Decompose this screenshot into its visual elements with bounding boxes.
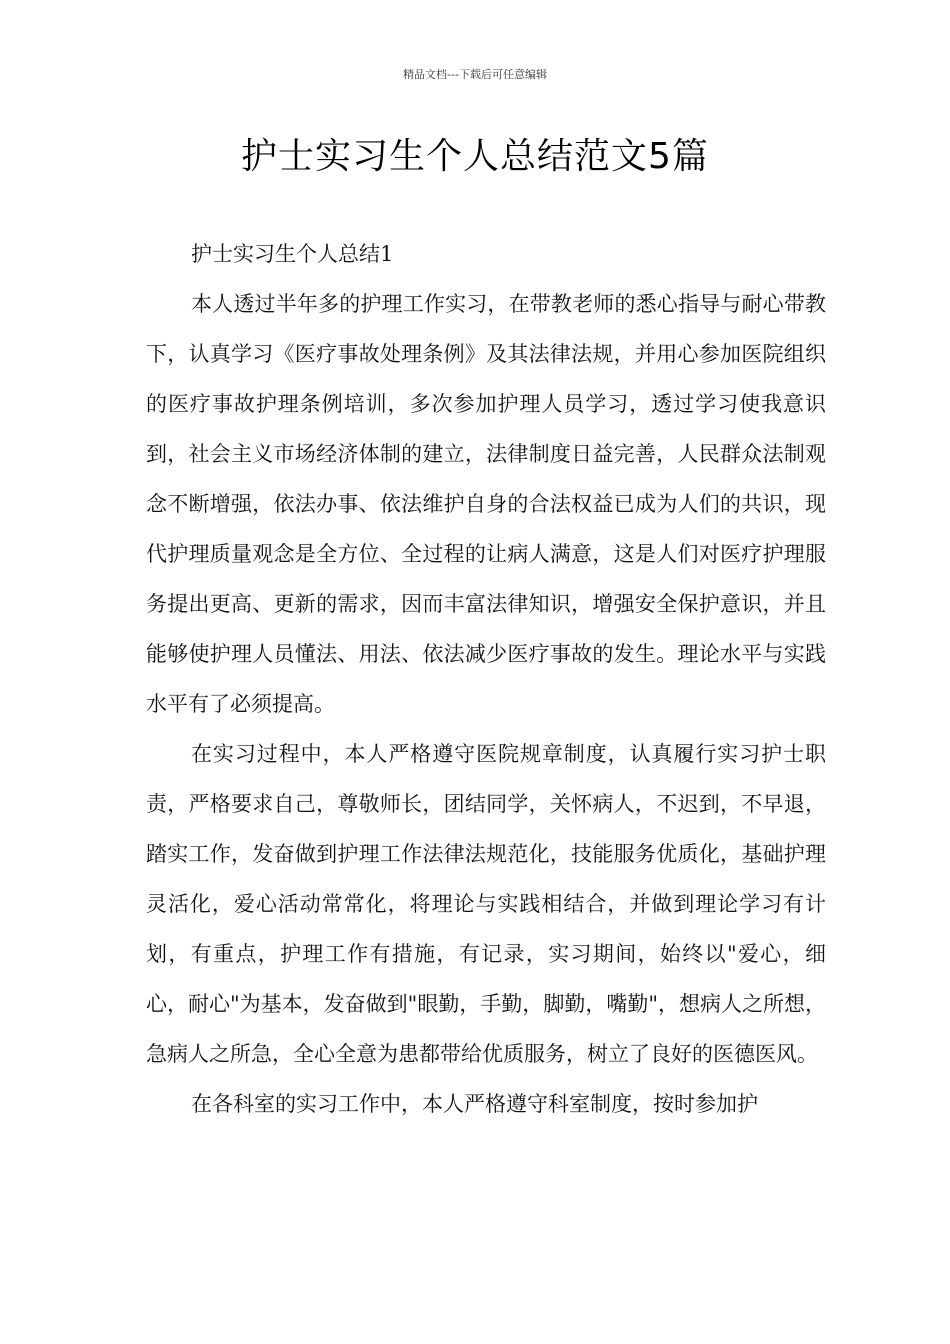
paragraph: 本人透过半年多的护理工作实习，在带教老师的悉心指导与耐心带教下，认真学习《医疗事故处理条例》及其法律法规，并用心参加医院组织的医疗事故护理条例培训，多次参加护理人员学习，透过学习使我意识到，社会主义市场经济体制的建立，法律制度日益完善，人民群众法制观念不断增强，依法办事、依法维护自身的合法权益已成为人们的共识，现代护理质量观念是全方位、全过程的让病人满意，这是人们对医疗护理服务提出更高、更新的需求，因而丰富法律知识，增强安全保护意识，并且能够使护理人员懂法、用法、依法减少医疗事故的发生。理论水平与实践水平有了必须提高。 [146, 292, 826, 716]
document-body [146, 229, 826, 1129]
paragraph: 在各科室的实习工作中，本人严格遵守科室制度，按时参加护 [191, 1092, 758, 1116]
header-note: 精品文档---下载后可任意编辑 [403, 68, 547, 81]
document-title: 护士实习生个人总结范文5篇 [241, 136, 709, 177]
paragraph: 在实习过程中，本人严格遵守医院规章制度，认真履行实习护士职责，严格要求自己，尊敬师长，团结同学，关怀病人，不迟到，不早退，踏实工作，发奋做到护理工作法律法规范化，技能服务优质化，基础护理灵活化，爱心活动常常化，将理论与实践相结合，并做到理论学习有计划，有重点，护理工作有措施，有记录，实习期间，始终以"爱心，细心，耐心"为基本，发奋做到"眼勤，手勤，脚勤，嘴勤"，想病人之所想，急病人之所急，全心全意为患都带给优质服务，树立了良好的医德医风。 [146, 742, 826, 1066]
section-heading: 护士实习生个人总结1 [191, 242, 394, 266]
